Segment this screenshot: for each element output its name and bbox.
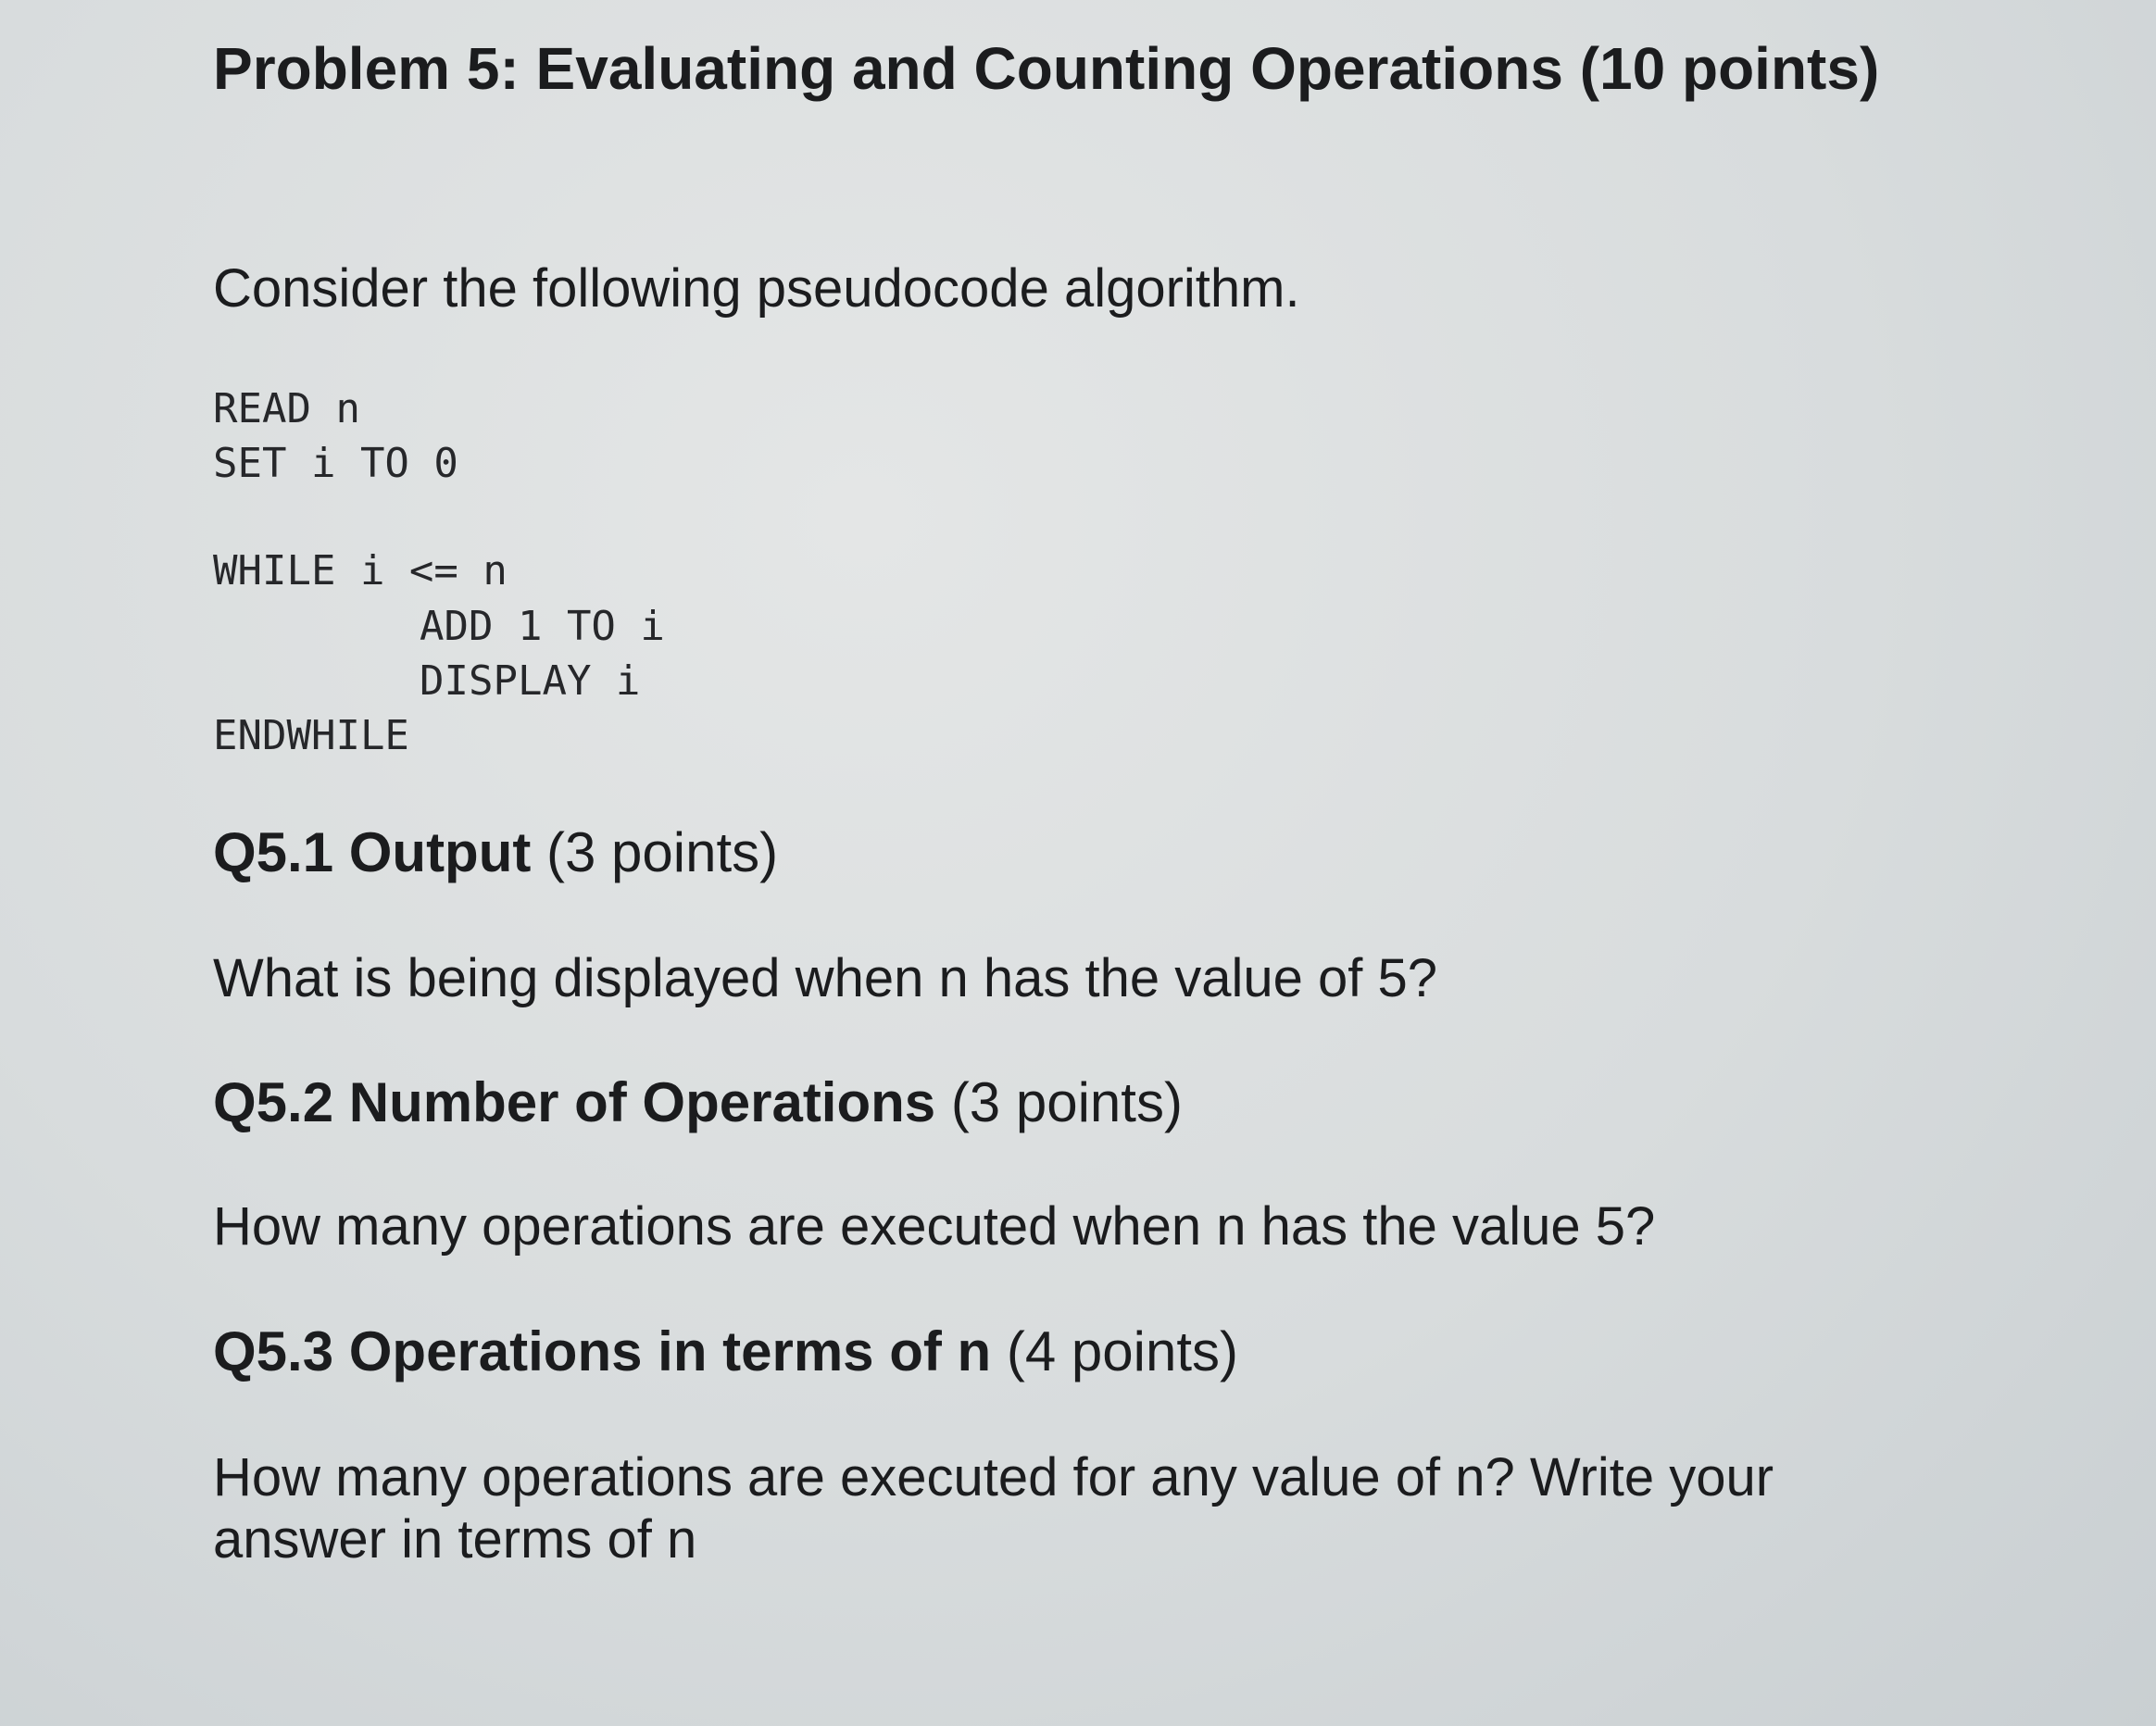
code-line-while: WHILE i <= n: [213, 547, 508, 594]
code-line-read: READ n: [213, 385, 360, 432]
question-heading-5-2: [213, 1070, 1183, 1135]
intro-text: Consider the following pseudocode algorithm.: [213, 258, 1300, 319]
code-line-display: DISPLAY i: [420, 657, 641, 705]
question-points: (4 points): [1006, 1320, 1238, 1382]
question-points: (3 points): [950, 1071, 1183, 1133]
question-points: (3 points): [546, 821, 779, 883]
code-line-set: SET i TO 0: [213, 440, 458, 487]
question-text-5-1: What is being displayed when n has the value of 5?: [213, 948, 1437, 1008]
question-heading-5-1: [213, 820, 778, 885]
code-line-endwhile: ENDWHILE: [213, 712, 409, 759]
question-title: Q5.3 Operations in terms of n: [213, 1320, 992, 1382]
question-text-5-2: How many operations are executed when n has the value 5?: [213, 1196, 1656, 1257]
question-text-5-3: How many operations are executed for any value of n? Write your answer in terms of n: [213, 1447, 1774, 1570]
code-line-add: ADD 1 TO i: [420, 603, 665, 650]
problem-title: Problem 5: Evaluating and Counting Operations (10 points): [213, 35, 1880, 102]
question-title: Q5.1 Output: [213, 821, 532, 883]
question-title: Q5.2 Number of Operations: [213, 1071, 936, 1133]
question-heading-5-3: [213, 1320, 1238, 1384]
